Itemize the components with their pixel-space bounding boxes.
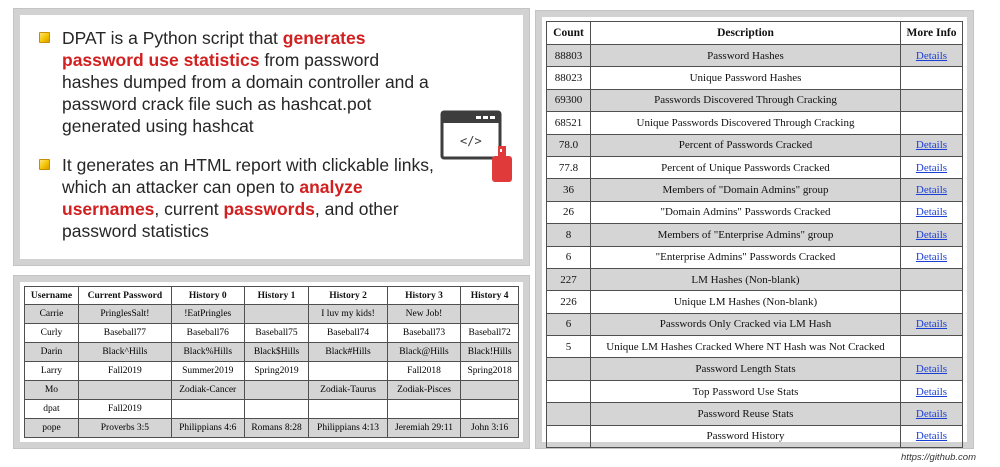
history-cell: Black$Hills [244, 343, 309, 362]
history-cell [244, 305, 309, 324]
details-link[interactable]: Details [915, 385, 948, 398]
password-history-table [24, 286, 519, 438]
statistic-description: Members of "Enterprise Admins" group [591, 224, 901, 246]
bullet2-highlight-passwords: passwords [223, 199, 315, 219]
history-column-header: History 4 [461, 287, 519, 305]
statistics-table-row [547, 201, 963, 223]
statistic-count: 88023 [547, 67, 591, 89]
history-cell: Jeremiah 29:11 [387, 419, 461, 438]
history-table-row [25, 419, 519, 438]
history-cell: dpat [25, 400, 79, 419]
statistic-count: 68521 [547, 112, 591, 134]
source-url: https://github.com [901, 452, 976, 463]
bullet1-highlight-generates-stats: generates password use statistics [62, 28, 366, 70]
statistic-description: Password History [591, 425, 901, 447]
statistic-count: 78.0 [547, 134, 591, 156]
history-cell: Larry [25, 362, 79, 381]
statistic-more-info [901, 112, 963, 134]
statistics-table [546, 21, 963, 448]
history-cell: Baseball73 [387, 324, 461, 343]
statistic-count [547, 358, 591, 380]
bullet2-highlight-analyze-usernames: analyze usernames [62, 177, 363, 219]
history-column-header: History 1 [244, 287, 309, 305]
details-link[interactable]: Details [915, 184, 948, 197]
statistic-description: Passwords Discovered Through Cracking [591, 89, 901, 111]
statistic-more-info [901, 134, 963, 156]
details-link[interactable]: Details [915, 161, 948, 174]
history-cell: John 3:16 [461, 419, 519, 438]
statistic-description: Unique Passwords Discovered Through Cracking [591, 112, 901, 134]
history-cell: Romans 8:28 [244, 419, 309, 438]
statistic-more-info [901, 336, 963, 358]
history-cell: Baseball75 [244, 324, 309, 343]
statistic-description: Unique LM Hashes Cracked Where NT Hash was Not Cracked [591, 336, 901, 358]
history-cell: Zodiak-Pisces [387, 381, 461, 400]
history-table-row [25, 381, 519, 400]
statistics-table-row [547, 291, 963, 313]
statistic-count: 226 [547, 291, 591, 313]
statistics-column-header: Description [591, 22, 901, 45]
statistics-column-header: Count [547, 22, 591, 45]
statistics-table-row [547, 45, 963, 67]
history-cell: Black^Hills [78, 343, 171, 362]
history-cell: Darin [25, 343, 79, 362]
statistics-table-row [547, 89, 963, 111]
statistic-count: 26 [547, 201, 591, 223]
bullet-dpat-description [36, 27, 436, 137]
history-cell: Zodiak-Taurus [309, 381, 387, 400]
statistics-table-row [547, 313, 963, 335]
history-table-row [25, 362, 519, 381]
details-link[interactable]: Details [915, 49, 948, 62]
history-cell [244, 400, 309, 419]
statistic-more-info [901, 89, 963, 111]
history-cell [461, 400, 519, 419]
statistics-table-row [547, 268, 963, 290]
history-cell [309, 362, 387, 381]
statistic-description: "Enterprise Admins" Passwords Cracked [591, 246, 901, 268]
statistic-count: 227 [547, 268, 591, 290]
statistic-count: 8 [547, 224, 591, 246]
statistic-more-info [901, 358, 963, 380]
details-link[interactable]: Details [915, 251, 948, 264]
history-column-header: History 2 [309, 287, 387, 305]
history-cell: Fall2019 [78, 400, 171, 419]
bullet-html-report [36, 154, 436, 242]
statistics-column-header: More Info [901, 22, 963, 45]
bullet2-text-3: , and other password statistics [62, 199, 399, 241]
statistic-description: Unique Password Hashes [591, 67, 901, 89]
statistic-description: Password Length Stats [591, 358, 901, 380]
statistic-count: 69300 [547, 89, 591, 111]
statistic-count: 77.8 [547, 156, 591, 178]
statistics-table-row [547, 134, 963, 156]
statistic-more-info [901, 67, 963, 89]
code-symbol-text: </> [460, 134, 482, 148]
statistic-description: Unique LM Hashes (Non-blank) [591, 291, 901, 313]
statistic-count [547, 380, 591, 402]
history-cell: I luv my kids! [309, 305, 387, 324]
statistic-count: 88803 [547, 45, 591, 67]
code-window-usb-icon [440, 108, 520, 188]
history-cell [309, 400, 387, 419]
statistics-table-row [547, 246, 963, 268]
statistic-description: Members of "Domain Admins" group [591, 179, 901, 201]
history-cell: !EatPringles [171, 305, 244, 324]
history-column-header: History 3 [387, 287, 461, 305]
statistic-description: Percent of Passwords Cracked [591, 134, 901, 156]
statistic-count: 5 [547, 336, 591, 358]
statistic-more-info [901, 425, 963, 447]
statistics-table-row [547, 224, 963, 246]
statistic-description: Passwords Only Cracked via LM Hash [591, 313, 901, 335]
history-cell [171, 400, 244, 419]
statistic-count: 6 [547, 246, 591, 268]
statistic-count [547, 425, 591, 447]
statistic-more-info [901, 291, 963, 313]
statistic-more-info [901, 179, 963, 201]
statistics-table-row [547, 179, 963, 201]
history-cell [461, 381, 519, 400]
bullet-square-icon [39, 32, 50, 43]
history-cell: Black!Hills [461, 343, 519, 362]
history-cell: Summer2019 [171, 362, 244, 381]
history-cell: Baseball72 [461, 324, 519, 343]
statistic-description: Password Reuse Stats [591, 403, 901, 425]
history-cell: Baseball77 [78, 324, 171, 343]
history-table-row [25, 343, 519, 362]
statistic-more-info [901, 201, 963, 223]
info-panel [14, 9, 529, 265]
statistics-table-row [547, 156, 963, 178]
history-cell: PringlesSalt! [78, 305, 171, 324]
statistic-description: LM Hashes (Non-blank) [591, 268, 901, 290]
statistic-more-info [901, 403, 963, 425]
statistic-count: 6 [547, 313, 591, 335]
history-column-header: History 0 [171, 287, 244, 305]
history-column-header: Current Password [78, 287, 171, 305]
details-link[interactable]: Details [915, 228, 948, 241]
bullet2-text-1: It generates an HTML report with clickable links, which an attacker can open to [62, 155, 434, 197]
statistic-more-info [901, 45, 963, 67]
history-cell: Fall2019 [78, 362, 171, 381]
statistic-description: Password Hashes [591, 45, 901, 67]
bullet1-text-2: from password hashes dumped from a domain controller and a password crack file such as hashcat.pot generated using hashcat [62, 50, 429, 136]
history-cell: Carrie [25, 305, 79, 324]
password-history-panel [14, 276, 529, 448]
details-link[interactable]: Details [915, 139, 948, 152]
bullet2-text-2: , current [154, 199, 224, 219]
statistic-count [547, 403, 591, 425]
details-link[interactable]: Details [915, 318, 948, 331]
history-cell: pope [25, 419, 79, 438]
statistics-table-row [547, 425, 963, 447]
statistics-table-row [547, 358, 963, 380]
history-table-row [25, 324, 519, 343]
history-cell: Proverbs 3:5 [78, 419, 171, 438]
statistics-table-row [547, 336, 963, 358]
history-header-row [25, 287, 519, 305]
history-cell: Black@Hills [387, 343, 461, 362]
details-link[interactable]: Details [915, 206, 948, 219]
statistic-more-info [901, 268, 963, 290]
statistics-table-row [547, 112, 963, 134]
statistics-header-row [547, 22, 963, 45]
history-cell: Philippians 4:13 [309, 419, 387, 438]
statistic-description: "Domain Admins" Passwords Cracked [591, 201, 901, 223]
history-cell: Fall2018 [387, 362, 461, 381]
history-cell: Spring2018 [461, 362, 519, 381]
history-column-header: Username [25, 287, 79, 305]
statistic-more-info [901, 380, 963, 402]
history-cell: Zodiak-Cancer [171, 381, 244, 400]
details-link[interactable]: Details [915, 363, 948, 376]
history-table-row [25, 305, 519, 324]
history-cell: Curly [25, 324, 79, 343]
history-table-row [25, 400, 519, 419]
history-cell [244, 381, 309, 400]
bullet-square-icon [39, 159, 50, 170]
statistic-description: Percent of Unique Passwords Cracked [591, 156, 901, 178]
history-cell: Black%Hills [171, 343, 244, 362]
statistics-table-row [547, 380, 963, 402]
history-cell: Baseball74 [309, 324, 387, 343]
statistic-more-info [901, 313, 963, 335]
history-cell: New Job! [387, 305, 461, 324]
statistics-table-row [547, 403, 963, 425]
statistics-panel [536, 11, 973, 448]
details-link[interactable]: Details [915, 407, 948, 420]
statistics-table-row [547, 67, 963, 89]
history-cell [78, 381, 171, 400]
statistic-more-info [901, 224, 963, 246]
statistic-more-info [901, 246, 963, 268]
history-cell: Baseball76 [171, 324, 244, 343]
statistic-description: Top Password Use Stats [591, 380, 901, 402]
history-cell: Spring2019 [244, 362, 309, 381]
details-link[interactable]: Details [915, 430, 948, 443]
history-cell [461, 305, 519, 324]
statistic-count: 36 [547, 179, 591, 201]
statistic-more-info [901, 156, 963, 178]
history-cell: Black#Hills [309, 343, 387, 362]
info-bullets [36, 27, 436, 242]
history-cell: Mo [25, 381, 79, 400]
history-cell [387, 400, 461, 419]
history-cell: Philippians 4:6 [171, 419, 244, 438]
bullet1-text-1: DPAT is a Python script that [62, 28, 283, 48]
